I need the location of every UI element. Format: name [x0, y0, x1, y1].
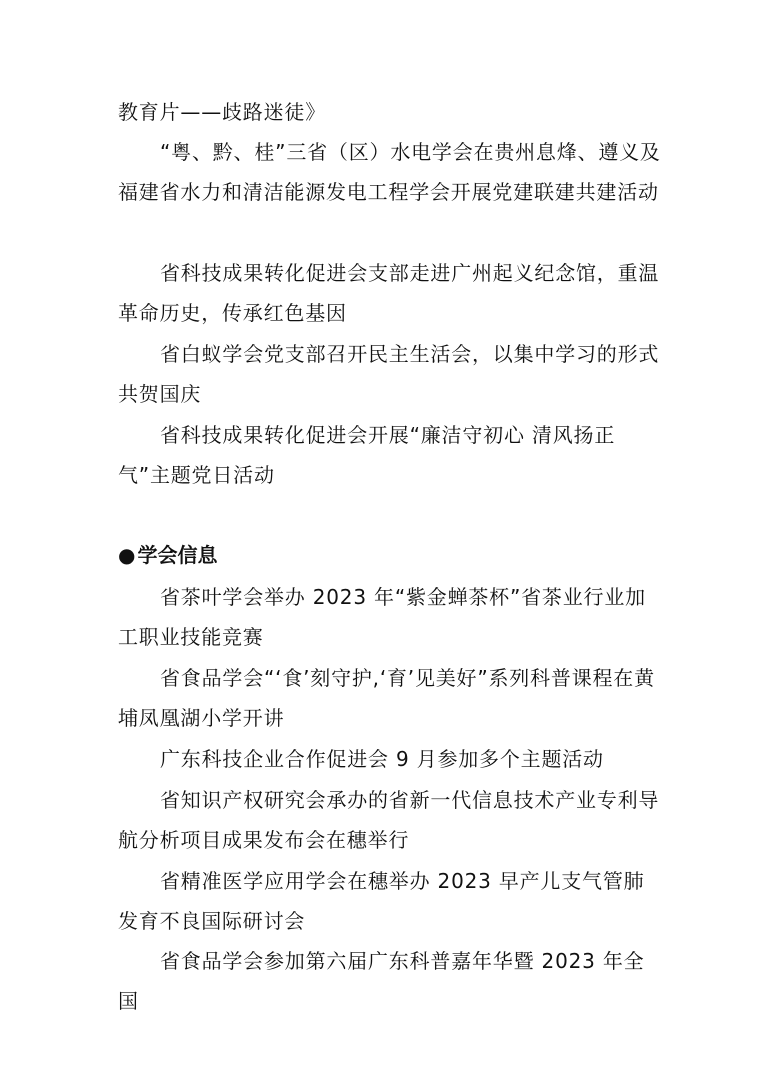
bullet-icon: ● — [118, 543, 136, 567]
list-item: 省科技成果转化促进会开展“廉洁守初心 清风扬正气”主题党日活动 — [118, 423, 616, 487]
list-item: 省知识产权研究会承办的省新一代信息技术产业专利导航分析项目成果发布会在穗举行 — [118, 788, 660, 852]
section-heading — [118, 535, 663, 575]
list-item: 省精准医学应用学会在穗举办 2023 早产儿支气管肺发育不良国际研讨会 — [118, 869, 645, 933]
list-item: 省食品学会“‘食’刻守护,‘育’见美好”系列科普课程在黄埔凤凰湖小学开讲 — [118, 666, 655, 730]
list-item: 省食品学会参加第六届广东科普嘉年华暨 2023 年全国 — [118, 949, 645, 1013]
list-item: 省白蚁学会党支部召开民主生活会，以集中学习的形式共贺国庆 — [118, 342, 660, 406]
list-item: 广东科技企业合作促进会 9 月参加多个主题活动 — [160, 747, 604, 771]
list-item: 教育片——歧路迷徒》 — [118, 100, 326, 124]
list-item: “粤、黔、桂”三省（区）水电学会在贵州息烽、遵义及福建省水力和清洁能源发电工程学会开展党建联建共建活动 — [118, 140, 661, 204]
list-item: 省茶叶学会举办 2023 年“紫金蝉茶杯”省茶业行业加工职业技能竞赛 — [118, 585, 646, 649]
list-item: 省科技成果转化促进会支部走进广州起义纪念馆，重温革命历史，传承红色基因 — [118, 261, 660, 325]
section-title: 学会信息 — [137, 543, 218, 567]
